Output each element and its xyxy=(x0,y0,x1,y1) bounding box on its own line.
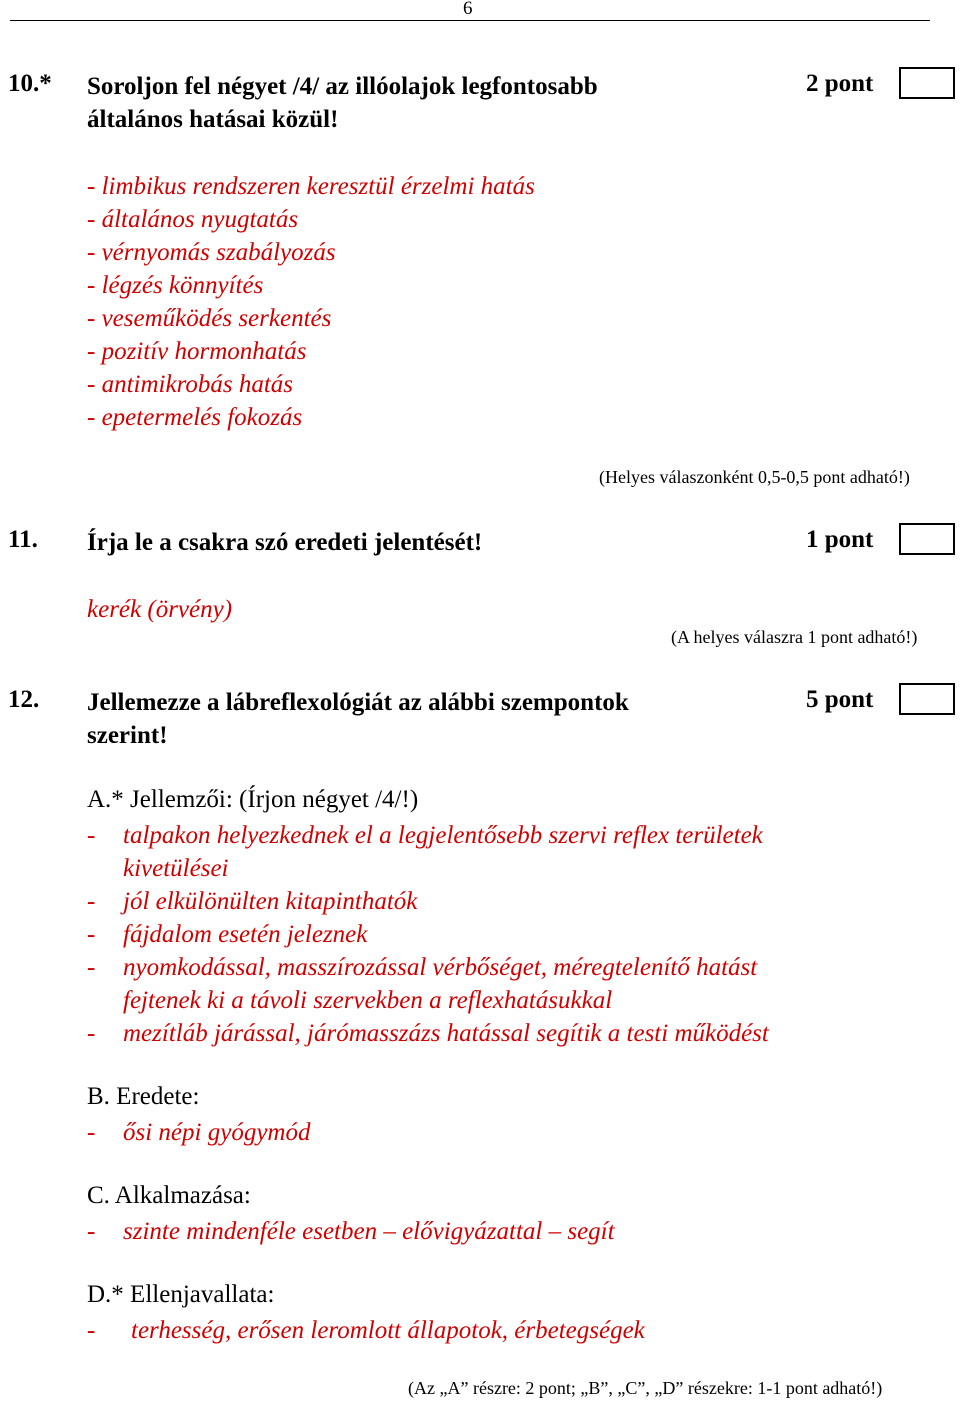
section-a-item xyxy=(87,819,763,852)
bullet-dash: - xyxy=(87,921,96,948)
question-12-number: 12. xyxy=(8,686,40,713)
section-a-item xyxy=(87,951,757,984)
bullet-dash: - xyxy=(87,954,96,981)
section-d-heading: D.* Ellenjavallata: xyxy=(87,1281,275,1308)
bullet-dash: - xyxy=(87,1119,96,1146)
bullet-dash: - xyxy=(87,1218,96,1245)
answer-item: - általános nyugtatás xyxy=(87,206,299,233)
question-11-scoring-note: (A helyes válaszra 1 pont adható!) xyxy=(671,627,918,647)
question-10-number: 10.* xyxy=(8,70,52,97)
question-11-text: Írja le a csakra szó eredeti jelentését! xyxy=(87,529,483,556)
answer-item: - veseműködés serkentés xyxy=(87,305,332,332)
question-10-text-line2: általános hatásai közül! xyxy=(87,106,339,133)
question-12-text-line1: Jellemezze a lábreflexológiát az alábbi szempontok xyxy=(87,689,629,716)
page-number: 6 xyxy=(463,0,473,19)
bullet-dash: - xyxy=(87,822,96,849)
header-rule xyxy=(10,20,930,21)
question-10-score-box[interactable] xyxy=(899,67,955,99)
section-c-item xyxy=(87,1215,615,1248)
question-10-points: 2 pont xyxy=(806,70,874,97)
item-text: nyomkodással, masszírozással vérbőséget, méregtelenítő hatást xyxy=(123,954,758,981)
question-12-text-line2: szerint! xyxy=(87,722,168,749)
section-a-item xyxy=(87,885,417,918)
question-11-score-box[interactable] xyxy=(899,523,955,555)
section-d-item xyxy=(87,1314,645,1347)
item-text: szinte mindenféle esetben – elővigyázattal – segít xyxy=(123,1218,615,1245)
item-text: mezítláb járással, járómasszázs hatással segítik a testi működést xyxy=(123,1020,769,1047)
answer-item: - vérnyomás szabályozás xyxy=(87,239,336,266)
section-a-item-continuation: kivetülései xyxy=(123,855,229,882)
item-text: terhesség, erősen leromlott állapotok, érbetegségek xyxy=(131,1317,645,1344)
section-a-item xyxy=(87,1017,769,1050)
question-12-points: 5 pont xyxy=(806,686,874,713)
section-a-item xyxy=(87,918,367,951)
question-12-score-box[interactable] xyxy=(899,683,955,715)
question-11-number: 11. xyxy=(8,526,38,553)
bullet-dash: - xyxy=(87,1317,96,1344)
question-11-answer: kerék (örvény) xyxy=(87,596,233,623)
item-text: jól elkülönülten kitapinthatók xyxy=(123,888,418,915)
answer-item: - antimikrobás hatás xyxy=(87,371,294,398)
bullet-dash: - xyxy=(87,1020,96,1047)
item-text: ősi népi gyógymód xyxy=(123,1119,311,1146)
item-text: talpakon helyezkednek el a legjelentősebb szervi reflex területek xyxy=(123,822,763,849)
answer-item: - pozitív hormonhatás xyxy=(87,338,307,365)
section-b-heading: B. Eredete: xyxy=(87,1083,200,1110)
answer-item: - epetermelés fokozás xyxy=(87,404,303,431)
section-a-heading: A.* Jellemzői: (Írjon négyet /4/!) xyxy=(87,786,419,813)
item-text: fájdalom esetén jeleznek xyxy=(123,921,368,948)
section-b-item xyxy=(87,1116,310,1149)
question-10-text-line1: Soroljon fel négyet /4/ az illóolajok legfontosabb xyxy=(87,73,598,100)
answer-item: - légzés könnyítés xyxy=(87,272,264,299)
answer-item: - limbikus rendszeren keresztül érzelmi hatás xyxy=(87,173,535,200)
section-a-item-continuation: fejtenek ki a távoli szervekben a reflexhatásukkal xyxy=(123,987,613,1014)
section-c-heading: C. Alkalmazása: xyxy=(87,1182,251,1209)
question-11-points: 1 pont xyxy=(806,526,874,553)
bullet-dash: - xyxy=(87,888,96,915)
question-10-scoring-note: (Helyes válaszonként 0,5-0,5 pont adható!) xyxy=(599,467,910,487)
question-12-scoring-note: (Az „A” részre: 2 pont; „B”, „C”, „D” részekre: 1-1 pont adható!) xyxy=(408,1378,883,1398)
